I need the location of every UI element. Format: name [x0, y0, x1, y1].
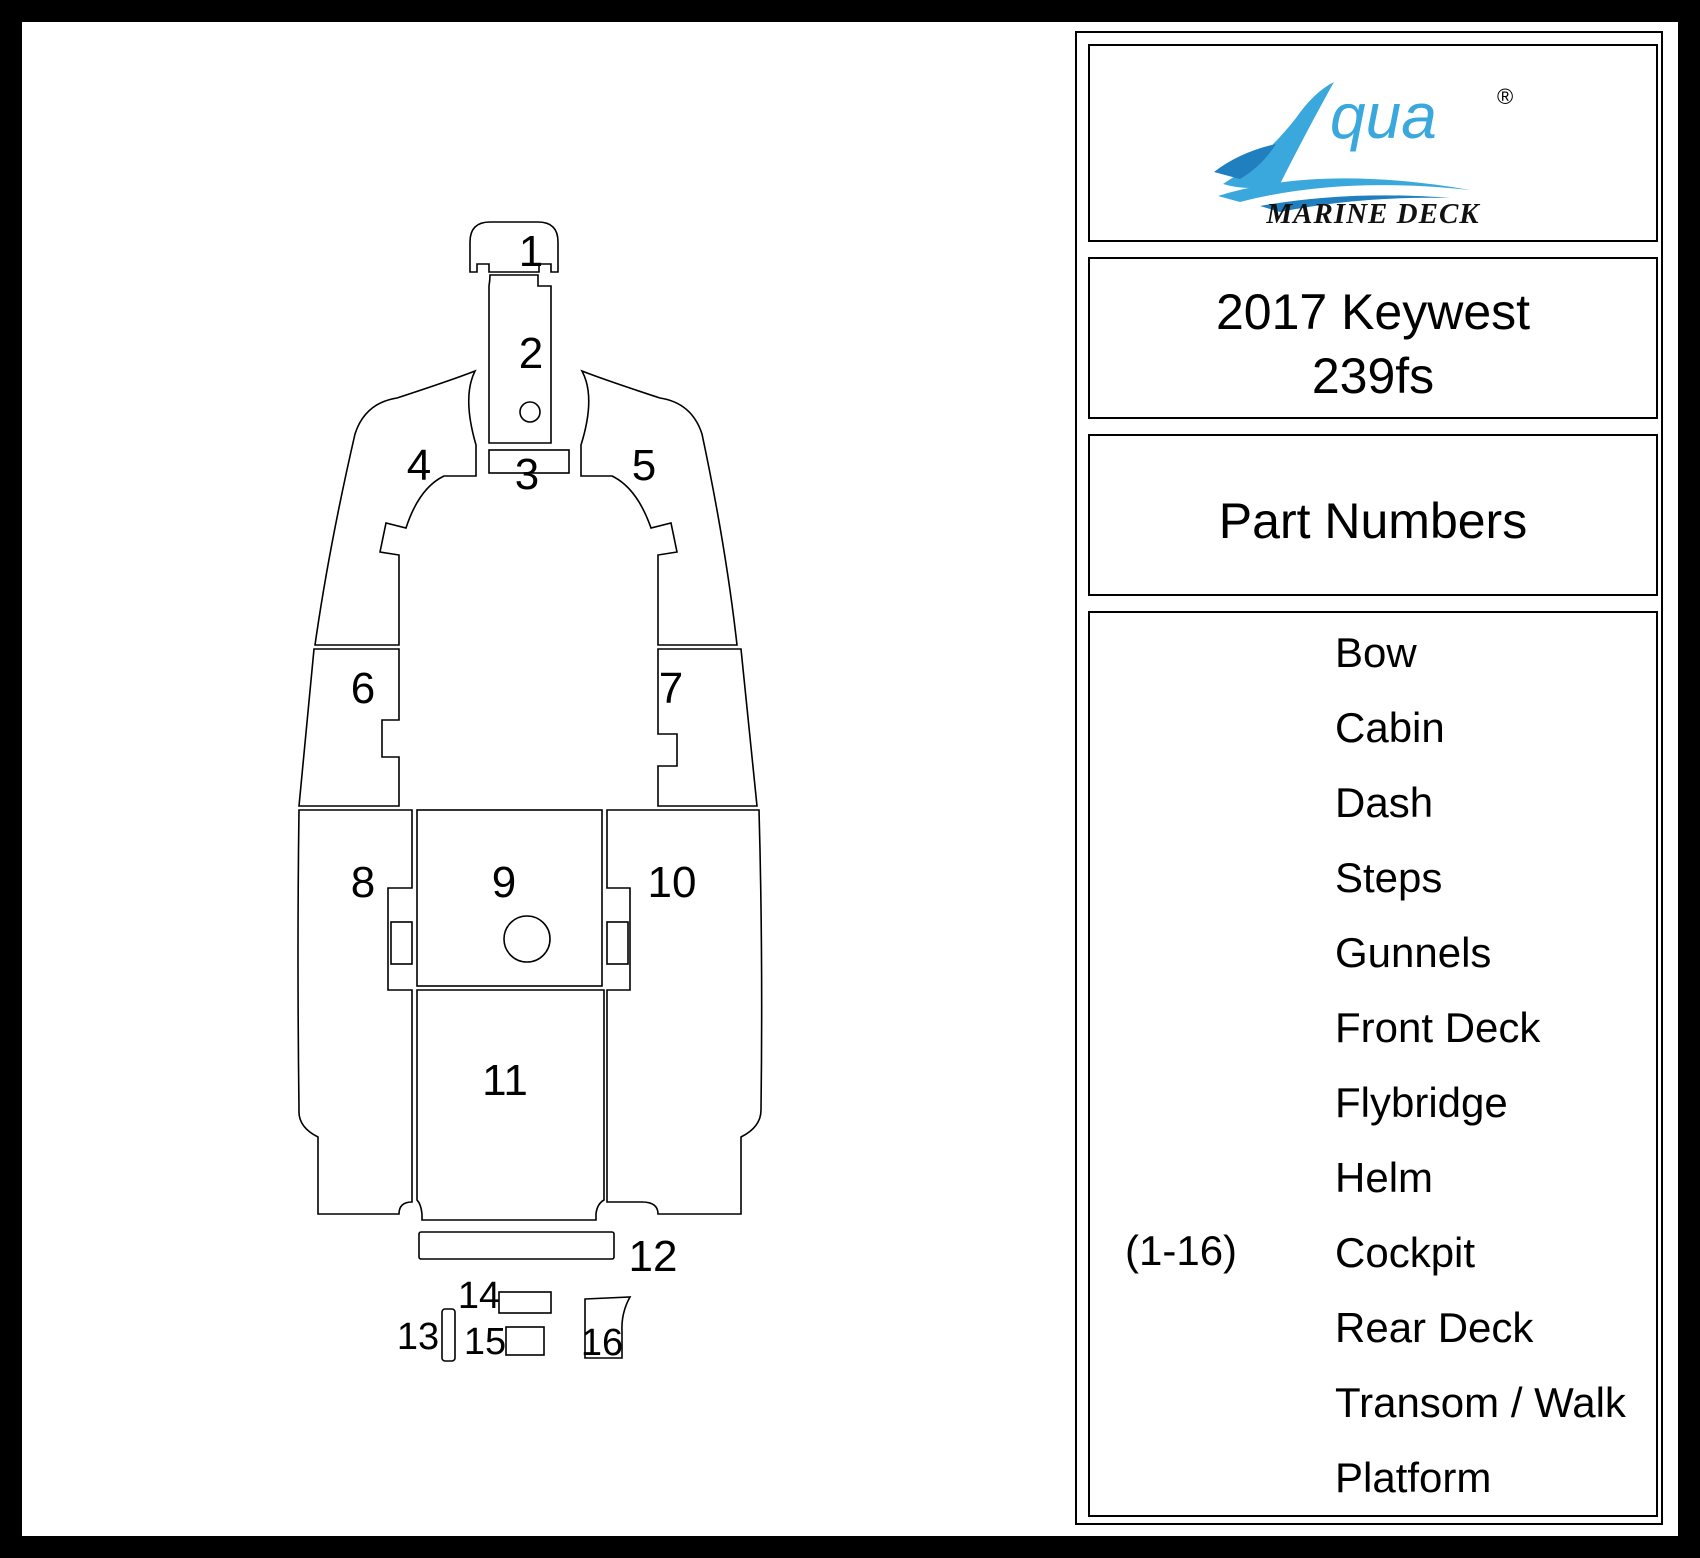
area-item: Dash — [1335, 779, 1434, 826]
brand-name: MARINE DECK — [1266, 198, 1480, 230]
part-label-4: 4 — [406, 441, 432, 490]
part-range: (1-16) — [1125, 1227, 1238, 1274]
logo-registered-mark: ® — [1497, 84, 1514, 109]
part-label-5: 5 — [631, 441, 657, 490]
part-5 — [581, 371, 737, 645]
deck-layout-diagram — [22, 22, 1062, 1536]
part-2-hole — [520, 402, 540, 422]
logo-cell — [1088, 44, 1658, 242]
part-label-2: 2 — [518, 329, 544, 378]
area-list-cell — [1088, 611, 1658, 1517]
part-15 — [506, 1327, 544, 1355]
part-label-9: 9 — [491, 858, 517, 907]
area-item: Platform — [1335, 1454, 1492, 1501]
part-label-1: 1 — [518, 227, 544, 276]
part-label-16: 16 — [580, 1322, 624, 1364]
part-label-14: 14 — [457, 1275, 501, 1317]
part-6 — [299, 649, 399, 806]
model-year: 2017 Keywest — [1215, 284, 1531, 340]
part-label-13: 13 — [396, 1316, 440, 1358]
part-numbers-cell — [1088, 434, 1658, 596]
area-item: Cabin — [1335, 704, 1445, 751]
area-item: Cockpit — [1335, 1229, 1476, 1276]
area-item: Transom / Walk — [1335, 1379, 1626, 1426]
area-item: Front Deck — [1335, 1004, 1541, 1051]
part-label-7: 7 — [658, 664, 684, 713]
part-label-6: 6 — [350, 664, 376, 713]
part-10-notch — [607, 922, 628, 964]
part-4 — [315, 371, 476, 645]
part-14 — [499, 1292, 551, 1313]
title-block — [1075, 31, 1663, 1525]
area-item: Gunnels — [1335, 929, 1492, 976]
logo-text: qua — [1330, 80, 1437, 152]
area-item: Steps — [1335, 854, 1443, 901]
area-item: Bow — [1335, 629, 1417, 676]
area-item: Helm — [1335, 1154, 1434, 1201]
part-12 — [419, 1232, 614, 1259]
part-label-12: 12 — [628, 1232, 678, 1281]
part-label-3: 3 — [514, 450, 540, 499]
part-label-8: 8 — [350, 858, 376, 907]
part-13 — [442, 1309, 455, 1361]
area-item: Rear Deck — [1335, 1304, 1534, 1351]
page-frame — [22, 22, 1678, 1536]
part-8-notch — [391, 922, 412, 964]
part-1 — [470, 222, 558, 272]
model-cell — [1088, 257, 1658, 419]
model-name: 239fs — [1311, 348, 1435, 404]
part-label-15: 15 — [463, 1321, 507, 1363]
part-9-hole — [504, 916, 550, 962]
area-item: Flybridge — [1335, 1079, 1508, 1126]
part-label-10: 10 — [647, 858, 697, 907]
part-label-11: 11 — [482, 1056, 528, 1105]
part-numbers-title: Part Numbers — [1218, 493, 1528, 549]
part-11 — [417, 990, 604, 1220]
